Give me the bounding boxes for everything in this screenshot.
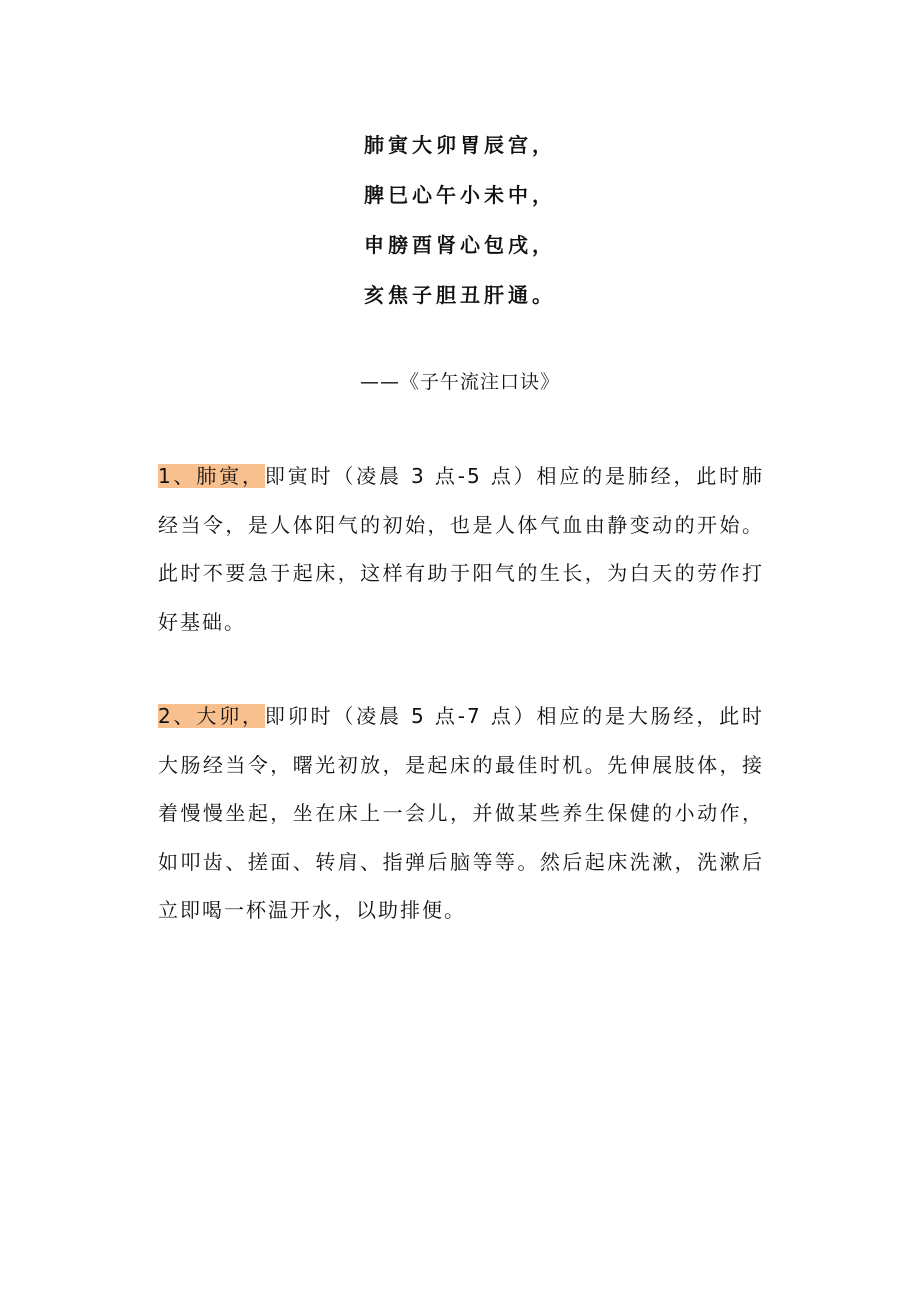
paragraph-body-text: 即寅时（凌晨 3 点-5 点）相应的是肺经，此时肺经当令，是人体阳气的初始，也是人体气血由静变动的开始。此时不要急于起床，这样有助于阳气的生长，为白天的劳作打好基础。: [158, 464, 764, 634]
highlighted-lead-text: 2、大卯，: [158, 704, 265, 728]
paragraph-body-text: 即卯时（凌晨 5 点-7 点）相应的是大肠经，此时大肠经当令，曙光初放，是起床的最佳时机。先伸展肢体，接着慢慢坐起，坐在床上一会儿，并做某些养生保健的小动作，如叩齿、搓面、转肩、指弹后脑等等。然后起床洗漱，洗漱后立即喝一杯温开水，以助排便。: [158, 704, 764, 922]
paragraph-large-intestine-meridian: [158, 692, 764, 935]
poem-attribution: ——《子午流注口诀》: [359, 371, 560, 393]
poem-line-3: 申膀酉肾心包戌，: [364, 233, 556, 257]
paragraph-lung-meridian: [158, 452, 764, 646]
poem-line-1: 肺寅大卯胃辰宫，: [364, 133, 556, 157]
poem: [0, 120, 920, 320]
poem-line-2: 脾巳心午小未中，: [364, 183, 556, 207]
highlighted-lead-text: 1、肺寅，: [158, 464, 265, 488]
poem-line-4: 亥焦子胆丑肝通。: [364, 283, 556, 307]
